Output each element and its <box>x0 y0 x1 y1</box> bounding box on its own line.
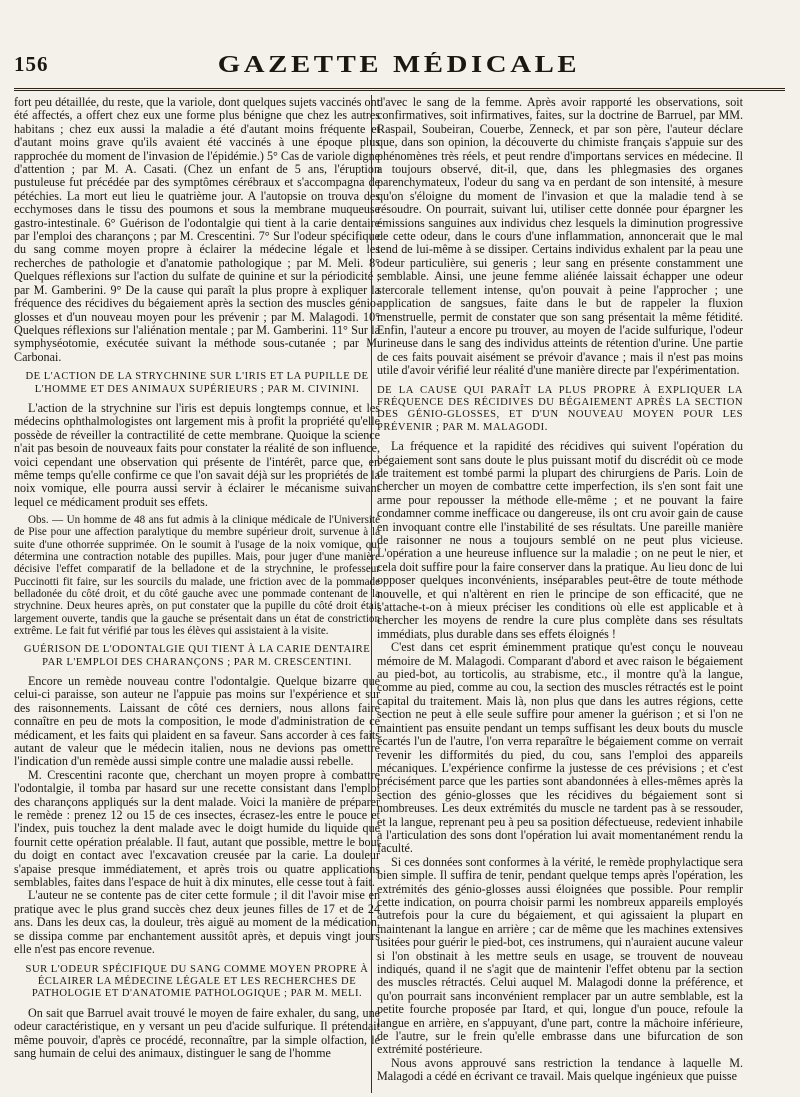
article-paragraph: L'auteur ne se contente pas de citer cette formule ; il dit l'avoir mise en pratique avec le plus grand succès chez deux jeunes filles de 17 et de 24 ans. Dans les deux cas, la douleur, très aiguë au moment de la médication, se dissipa comme par enchantement aussitôt après, et depuis vingt jours elle n'est pas encore revenue. <box>14 888 380 957</box>
page-header <box>14 52 784 86</box>
observation-paragraph: Obs. — Un homme de 48 ans fut admis à la clinique médicale de l'Université de Pise pour une affection paralytique du membre supérieur droit, survenue à la suite d'une othorrée supprimée. On le soumit à l'usage de la noix vomique, qui détermina une contraction notable des pupilles. Mais, pour juger d'une manière décisive l'effet comparatif de la belladone et de la strychnine, le professeur Puccinotti fit faire, sur les sourcils du malade, une friction avec de la pommade belladonée du côté droit, et du côté gauche avec une pommade contenant de la strychnine. Deux heures après, on put constater que la pupille du côté droit était largement ouverte, tandis que la gauche se présentait dans un état de constriction extrême. Le fait fut vérifié par tous les élèves qui assistaient à la visite. <box>14 514 380 637</box>
journal-title: GAZETTE MÉDICALE <box>217 52 581 78</box>
section-heading: GUÉRISON DE L'ODONTALGIE QUI TIENT À LA CARIE DENTAIRE PAR L'EMPLOI DES CHARANÇONS ; PAR M. CRESCENTINI. <box>23 644 371 668</box>
article-paragraph: Nous avons approuvé sans restriction la tendance à laquelle M. Malagodi a cédé en écrivant ce travail. Mais quelque ingénieux que puisse <box>377 1055 743 1084</box>
section-heading: DE LA CAUSE QUI PARAÎT LA PLUS PROPRE À EXPLIQUER LA FRÉQUENCE DES RÉCIDIVES DU BÉGAIEMENT APRÈS LA SECTION DES GÉNIO-GLOSSES, ET D'UN NOUVEAU MOYEN POUR LES PRÉVENIR ; PAR M. MALAGODI. <box>377 384 743 433</box>
left-column <box>14 96 380 1092</box>
article-paragraph: Si ces données sont conformes à la vérité, le remède prophylactique sera bien simple. Il suffira de tenir, pendant quelque temps après l'opération, les extrémités des génio-glosses aussi éloignées que possible. Pour remplir cette indication, on pourra choisir parmi les nombreux appareils employés autrefois pour la cure du bégaiement, et qui agissaient la plupart en maintenant la langue en arrière ; car de même que les machines extensives usitées pour guérir le pied-bot, ces instrumens, qui n'auraient aucune valeur si l'on obstinait à les mettre seuls en usage, se trouvent de nouveau indiqués, quand il ne s'agit que de maintenir l'effet obtenu par la section des muscles rétractés. Celui auquel M. Malagodi donne la préférence, et qu'on pourrait sans inconvénient remplacer par un autre semblable, est la petite fourche proposée par Itard, et qui, longue d'un pouce, refoule la langue en arrière, en s'appuyant, d'une part, contre la mâchoire inférieure, de l'autre, sur le frein qu'elle embrasse dans une bifurcation de son extrémité postérieure. <box>377 854 743 1057</box>
article-paragraph: fort peu détaillée, du reste, que la variole, dont quelques sujets vaccinés ont été affectés, a offert chez eux une forme plus bénigne que chez les autres habitans ; chez eux aussi la maladie a été d'autant moins fréquente et d'autant moins grave qu'ils avaient été vaccinés à une époque plus rapprochée du moment de l'invasion de l'épidémie.) 5° Cas de variole digne d'attention ; par M. A. Casati. (Chez un enfant de 5 ans, l'éruption pustuleuse fut précédée par des symptômes cérébraux et s'accompagna de pétéchies. La mort eut lieu le quatrième jour. A l'autopsie on trouva des ecchymoses dans le tissu des poumons et sous la membrane muqueuse gastro-intestinale. 6° Guérison de l'odontalgie qui tient à la carie dentaire par l'emploi des charançons ; par M. Crescentini. 7° Sur l'odeur spécifique du sang comme moyen propre à éclairer la médecine légale et les recherches de pathologie et d'anatomie pathologique ; par M. Meli. 8° Quelques réflexions sur l'action du sulfate de quinine et sur la périodicité ; par M. Gamberini. 9° De la cause qui paraît la plus propre à expliquer la fréquence des récidives du bégaiement après la section des muscles génio-glosses et d'un nouveau moyen pour les prévenir ; par M. Malagodi. 10° Quelques réflexions sur l'aliénation mentale ; par M. Gamberini. 11° Sur la symphyséotomie, exécutée suivant la méthode sous-cutanée ; par M. Carbonai. <box>14 96 380 364</box>
article-paragraph: On sait que Barruel avait trouvé le moyen de faire exhaler, du sang, une odeur caractéristique, en y versant un peu d'acide sulfurique. Il prétendait même pouvoir, d'après ce procédé, reconnaître, par la simple olfaction, le sang humain de celui des animaux, distinguer le sang de l'homme <box>14 1005 380 1060</box>
article-paragraph: L'action de la strychnine sur l'iris est depuis longtemps connue, et les médecins ophthalmologistes ont largement mis à profit la propriété qu'elle possède de réveiller la contractilité de cette membrane. Quoique la science n'ait pas besoin de nouveaux faits pour constater la réalité de son influence, voici cependant une observation qui présente de l'intérêt, parce que, en même temps qu'elle confirme ce que l'on savait déjà sur les propriétés de la noix vomique, elle pourra aussi servir à éclairer le mécanisme suivant lequel ce médicament produit ses effets. <box>14 400 380 509</box>
article-paragraph: C'est dans cet esprit éminemment pratique qu'est conçu le nouveau mémoire de M. Malagodi. Comparant d'abord et avec raison le bégaiement au pied-bot, au torticolis, au strabisme, etc., il montre qu'à la langue, comme au pied, comme au cou, la section des muscles rétractés est le point capital du traitement. Mais là, non plus que dans les autres régions, cette section ne peut à elle seule suffire pour amener la guérison ; et si l'on ne maintient pas ensuite pendant un temps suffisant les deux bouts du muscle écartés l'un de l'autre, l'on verra reparaître le bégaiement comme on verrait revenir les difformités du pied, du cou, sans l'emploi des appareils mécaniques. L'expérience confirme la justesse de ces prévisions ; et c'est précisément parce que les parties sont abandonnées à elles-mêmes après la section des génio-glosses que les récidives du bégaiement sont si nombreuses. Les deux extrémités du muscle ne tardent pas à se ressouder, et la langue, reprenant peu à peu sa position défectueuse, redevient inhabile à l'articulation des sons dont l'opération lui avait momentanément rendu la faculté. <box>377 640 743 856</box>
page-number: 156 <box>14 52 49 76</box>
right-column <box>377 96 743 1092</box>
article-paragraph: d'avec le sang de la femme. Après avoir rapporté les observations, soit confirmatives, soit infirmatives, faites, sur la doctrine de Barruel, par MM. Raspail, Soubeiran, Couerbe, Zenneck, et par son père, l'auteur déclare que, dans son opinion, la découverte du chimiste français s'appuie sur des phénomènes très réels, et peut rendre d'importans services en médecine. Il a toujours observé, dit-il, que, dans les phlegmasies des organes parenchymateux, l'odeur du sang va en perdant de son intensité, à mesure qu'on s'éloigne du moment de l'invasion et que la maladie tend à se résoudre. On pourrait, suivant lui, utiliser cette donnée pour épargner les émissions sanguines aux individus chez lesquels la diminution progressive de cette odeur, dans le cours d'une inflammation, annoncerait que le mal tend de lui-même à se dissiper. Certains individus exhalent par la peau une odeur particulière, sui generis ; leur sang en présente constamment une semblable. Ainsi, une jeune femme aliénée laissait échapper une odeur stercorale tellement intense, qu'on pouvait à peine l'approcher ; une application de sangsues, faite dans le but de rappeler la fluxion menstruelle, permit de constater que son sang présentait la même fétidité. Enfin, l'auteur a encore pu trouver, au moyen de l'acide sulfurique, l'odeur urineuse dans le sang des individus atteints de rétention d'urine. Une partie de ces faits pouvait aisément se prévoir d'avance ; mais il n'est pas moins utile d'avoir vérifié leur réalité d'une manière directe par l'expérimentation. <box>377 96 743 378</box>
article-paragraph: Encore un remède nouveau contre l'odontalgie. Quelque bizarre que celui-ci paraisse, son auteur ne l'appuie pas moins sur l'expérience et sur des raisonnements. Laissant de côté ces derniers, nous allons faire connaître en peu de mots la composition, le mode d'administration de ce médicament, et les faits qui plaident en sa faveur. Sans accorder à ces faits autant de valeur que le médecin italien, nous ne devions pas omettre l'indication d'un remède aussi simple contre une maladie aussi rebelle. <box>14 673 380 769</box>
header-rule <box>14 88 785 91</box>
section-heading: DE L'ACTION DE LA STRYCHNINE SUR L'IRIS ET LA PUPILLE DE L'HOMME ET DES ANIMAUX SUPÉRIEURS ; PAR M. CIVININI. <box>25 371 369 395</box>
article-paragraph: M. Crescentini raconte que, cherchant un moyen propre à combattre l'odontalgie, il tomba par hasard sur une recette consistant dans l'emploi des charançons appliqués sur la dent malade. Voici la manière de préparer le remède : prenez 12 ou 15 de ces insectes, écrasez-les entre le pouce et l'index, puis touchez la dent malade avec le doigt humide du liquide que fournit cette opération préalable. Il faut, autant que possible, mettre le bout du doigt en contact avec l'excavation creusée par la carie. La douleur s'apaise presque immédiatement, et après trois ou quatre applications semblables, faites dans l'espace de huit à dix minutes, elle cesse tout à fait. <box>14 767 380 890</box>
article-paragraph: La fréquence et la rapidité des récidives qui suivent l'opération du bégaiement sont sans doute le plus puissant motif du discrédit où ce mode de traitement est tombé parmi la plupart des chirurgiens de Paris. Loin de chercher un moyen de combattre cette imperfection, ils s'en sont fait une arme pour repousser la méthode elle-même ; et ne pouvant la faire condamner comme inefficace ou dangereuse, ils ont cru avoir gain de cause en invoquant contre elle l'instabilité de ses résultats. Une pareille manière de raisonner ne nous a toujours semblé on ne peut plus vicieuse. L'opération a une heureuse influence sur la maladie ; on ne peut le nier, et cela doit suffire pour la faire conserver dans la pratique. Au lieu donc de lui opposer quelques inconvénients, inséparables peut-être de toute méthode nouvelle, et qui n'altèrent en rien le principe de son efficacité, que ne s'attache-t-on à mieux préciser les conditions où elle est applicable et à chercher les moyens de rendre la cure plus complète dans ses résultats immédiats, plus durable dans ses effets éloignés ! <box>377 439 743 641</box>
section-heading: SUR L'ODEUR SPÉCIFIQUE DU SANG COMME MOYEN PROPRE À ÉCLAIRER LA MÉDECINE LÉGALE ET LES RECHERCHES DE PATHOLOGIE ET D'ANATOMIE PATHOLOGIQUE ; PAR M. MELI. <box>25 963 369 1000</box>
